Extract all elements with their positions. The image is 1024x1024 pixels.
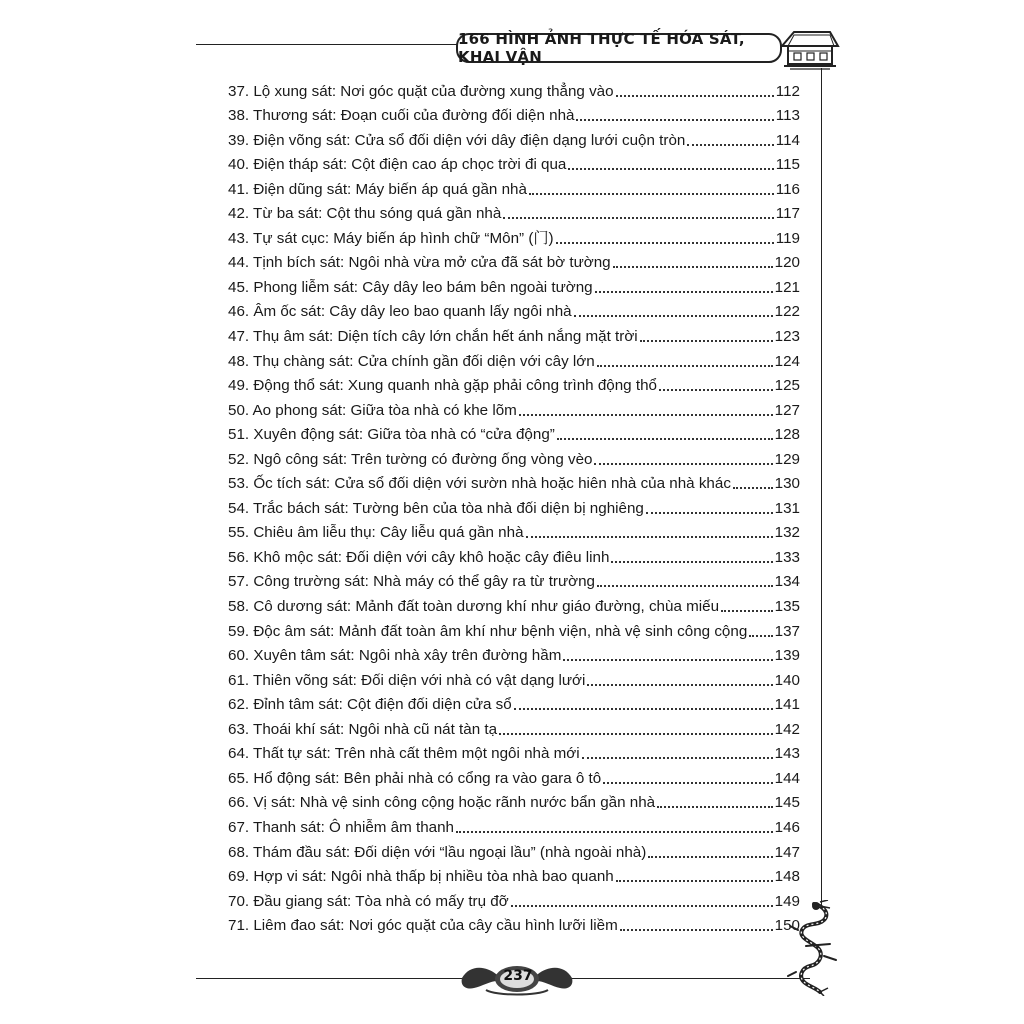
toc-entry <box>228 125 800 150</box>
toc-entry <box>228 911 800 936</box>
toc-entry-page: 113 <box>775 107 800 125</box>
toc-entry <box>228 101 800 126</box>
toc-leader-dots <box>595 291 773 293</box>
toc-entry-title: 61. Thiên võng sát: Đối diện với nhà có vật dạng lưới <box>228 671 586 689</box>
toc-entry-page: 141 <box>774 696 800 714</box>
toc-entry-title: 50. Ao phong sát: Giữa tòa nhà có khe lõm <box>228 401 517 419</box>
toc-entry-page: 135 <box>774 598 800 616</box>
toc-leader-dots <box>499 733 773 735</box>
toc-entry-title: 40. Điện tháp sát: Cột điện cao áp chọc trời đi qua <box>228 156 567 174</box>
toc-entry-title: 66. Vị sát: Nhà vệ sinh công cộng hoặc rãnh nước bẩn gần nhà <box>228 794 656 812</box>
toc-entry-title: 56. Khô mộc sát: Đối diện với cây khô hoặc cây điêu linh <box>228 548 610 566</box>
toc-entry-title: 45. Phong liễm sát: Cây dây leo bám bên ngoài tường <box>228 278 593 296</box>
toc-entry <box>228 616 800 641</box>
toc-entry-title: 62. Đỉnh tâm sát: Cột điện đối diện cửa sổ <box>228 696 512 714</box>
toc-entry-title: 37. Lộ xung sát: Nơi góc quặt của đường xung thẳng vào <box>228 82 614 100</box>
toc-entry-title: 47. Thụ âm sát: Diện tích cây lớn chắn hết ánh nắng mặt trời <box>228 328 638 346</box>
toc-entry-page: 129 <box>774 450 800 468</box>
toc-leader-dots <box>456 831 773 833</box>
toc-leader-dots <box>613 266 773 268</box>
toc-entry-page: 131 <box>774 499 800 517</box>
toc-entry <box>228 739 800 764</box>
toc-entry <box>228 591 800 616</box>
toc-entry-page: 149 <box>774 892 800 910</box>
toc-leader-dots <box>576 119 773 121</box>
toc-entry <box>228 321 800 346</box>
toc-entry-title: 41. Điện dũng sát: Máy biến áp quá gần nhà <box>228 180 527 198</box>
toc-entry <box>228 272 800 297</box>
toc-entry <box>228 76 800 101</box>
side-rule <box>821 68 822 908</box>
toc-entry-title: 39. Điện võng sát: Cửa sổ đối diện với dây điện dạng lưới cuộn tròn <box>228 131 686 149</box>
toc-entry-title: 53. Ốc tích sát: Cửa sổ đối diện với sườn nhà hoặc hiên nhà của nhà khác <box>228 475 731 493</box>
toc-entry-title: 68. Thám đầu sát: Đối diện với “lầu ngoại lầu” (nhà ngoài nhà) <box>228 843 647 861</box>
toc-leader-dots <box>659 389 773 391</box>
toc-entry-page: 120 <box>774 254 800 272</box>
toc-entry-title: 49. Động thổ sát: Xung quanh nhà gặp phải công trình động thổ <box>228 377 657 395</box>
toc-entry <box>228 493 800 518</box>
toc-entry <box>228 420 800 445</box>
toc-entry-page: 133 <box>774 548 800 566</box>
toc-entry-page: 150 <box>774 917 800 935</box>
toc-leader-dots <box>582 757 773 759</box>
toc-entry <box>228 346 800 371</box>
toc-entry-title: 48. Thụ chàng sát: Cửa chính gần đối diện với cây lớn <box>228 352 595 370</box>
toc-entry-page: 128 <box>774 426 800 444</box>
toc-entry <box>228 223 800 248</box>
toc-entry-title: 63. Thoái khí sát: Ngôi nhà cũ nát tàn tạ <box>228 720 498 738</box>
toc-leader-dots <box>646 512 773 514</box>
toc-entry-title: 57. Công trường sát: Nhà máy có thể gây ra từ trường <box>228 573 595 591</box>
toc-entry-page: 146 <box>774 818 800 836</box>
toc-entry-title: 46. Âm ốc sát: Cây dây leo bao quanh lấy ngôi nhà <box>228 303 572 321</box>
toc-entry <box>228 395 800 420</box>
toc-entry-page: 143 <box>774 745 800 763</box>
toc-leader-dots <box>556 242 774 244</box>
toc-entry-page: 112 <box>775 82 800 100</box>
toc-entry <box>228 542 800 567</box>
toc-entry-title: 70. Đầu giang sát: Tòa nhà có mấy trụ đỡ <box>228 892 509 910</box>
toc-leader-dots <box>657 806 773 808</box>
toc-entry-title: 55. Chiêu âm liễu thụ: Cây liễu quá gần nhà <box>228 524 524 542</box>
toc-leader-dots <box>648 856 772 858</box>
toc-leader-dots <box>514 708 773 710</box>
toc-leader-dots <box>563 659 772 661</box>
toc-entry <box>228 690 800 715</box>
toc-entry <box>228 886 800 911</box>
toc-entry-page: 139 <box>774 647 800 665</box>
toc-leader-dots <box>687 144 773 146</box>
header-banner <box>456 30 782 66</box>
toc-entry-title: 54. Trắc bách sát: Tường bên của tòa nhà đối diện bị nghiêng <box>228 499 644 517</box>
toc-entry-page: 119 <box>775 229 800 247</box>
header-rule <box>196 44 458 45</box>
toc-entry-title: 52. Ngô công sát: Trên tường có đường ống vòng vèo <box>228 450 593 468</box>
toc-entry-title: 65. Hổ động sát: Bên phải nhà có cổng ra vào gara ô tô <box>228 769 602 787</box>
toc-entry-page: 115 <box>775 156 800 174</box>
toc-leader-dots <box>503 217 773 219</box>
toc-entry-page: 130 <box>774 475 800 493</box>
toc-entry <box>228 297 800 322</box>
toc-entry-page: 142 <box>774 720 800 738</box>
toc-entry-page: 137 <box>774 622 800 640</box>
toc-entry-title: 58. Cô dương sát: Mảnh đất toàn dương khí như giáo đường, chùa miếu <box>228 598 720 616</box>
toc-entry-page: 124 <box>774 352 800 370</box>
toc-entry-page: 140 <box>774 671 800 689</box>
toc-entry <box>228 641 800 666</box>
toc-leader-dots <box>568 168 773 170</box>
toc-entry-title: 38. Thương sát: Đoạn cuối của đường đối diện nhà <box>228 107 575 125</box>
toc-leader-dots <box>640 340 773 342</box>
toc-leader-dots <box>597 585 773 587</box>
dragon-icon <box>784 900 842 996</box>
toc-leader-dots <box>529 193 774 195</box>
toc-entry <box>228 763 800 788</box>
toc-leader-dots <box>721 610 773 612</box>
toc-entry-page: 145 <box>774 794 800 812</box>
toc-leader-dots <box>620 929 773 931</box>
table-of-contents <box>228 76 800 935</box>
toc-entry-page: 144 <box>774 769 800 787</box>
toc-entry <box>228 518 800 543</box>
toc-entry-page: 147 <box>774 843 800 861</box>
toc-entry <box>228 469 800 494</box>
toc-entry <box>228 812 800 837</box>
toc-entry <box>228 199 800 224</box>
toc-leader-dots <box>749 635 772 637</box>
toc-leader-dots <box>616 880 773 882</box>
toc-entry-page: 122 <box>774 303 800 321</box>
toc-entry <box>228 248 800 273</box>
toc-entry-title: 59. Độc âm sát: Mảnh đất toàn âm khí như bệnh viện, nhà vệ sinh công cộng <box>228 622 748 640</box>
toc-leader-dots <box>616 95 774 97</box>
toc-leader-dots <box>594 463 772 465</box>
toc-leader-dots <box>526 536 773 538</box>
toc-leader-dots <box>597 365 773 367</box>
toc-leader-dots <box>611 561 772 563</box>
toc-entry <box>228 714 800 739</box>
toc-entry <box>228 174 800 199</box>
toc-leader-dots <box>587 684 772 686</box>
toc-entry-title: 42. Từ ba sát: Cột thu sóng quá gần nhà <box>228 205 502 223</box>
toc-entry-page: 134 <box>774 573 800 591</box>
toc-entry <box>228 567 800 592</box>
toc-entry <box>228 150 800 175</box>
toc-leader-dots <box>557 438 773 440</box>
toc-entry-title: 51. Xuyên động sát: Giữa tòa nhà có “cửa động” <box>228 426 555 444</box>
toc-entry <box>228 665 800 690</box>
toc-entry <box>228 862 800 887</box>
toc-leader-dots <box>733 487 773 489</box>
toc-entry-title: 64. Thất tự sát: Trên nhà cất thêm một ngôi nhà mới <box>228 745 580 763</box>
toc-entry-title: 43. Tự sát cục: Máy biến áp hình chữ “Môn” (门) <box>228 229 554 247</box>
toc-entry <box>228 371 800 396</box>
toc-entry-title: 67. Thanh sát: Ô nhiễm âm thanh <box>228 818 454 836</box>
house-icon <box>780 26 840 72</box>
toc-entry-title: 44. Tịnh bích sát: Ngôi nhà vừa mở cửa đã sát bờ tường <box>228 254 611 272</box>
toc-entry <box>228 444 800 469</box>
toc-entry-page: 114 <box>775 131 800 149</box>
toc-leader-dots <box>574 315 773 317</box>
toc-leader-dots <box>519 414 773 416</box>
toc-leader-dots <box>511 905 773 907</box>
toc-entry-title: 60. Xuyên tâm sát: Ngôi nhà xây trên đường hầm <box>228 647 562 665</box>
toc-entry-page: 125 <box>774 377 800 395</box>
toc-entry-page: 132 <box>774 524 800 542</box>
toc-leader-dots <box>603 782 772 784</box>
toc-entry-page: 117 <box>775 205 800 223</box>
toc-entry <box>228 788 800 813</box>
toc-entry <box>228 837 800 862</box>
toc-entry-page: 148 <box>774 868 800 886</box>
toc-entry-title: 69. Hợp vi sát: Ngôi nhà thấp bị nhiều tòa nhà bao quanh <box>228 868 614 886</box>
toc-entry-page: 121 <box>774 278 800 296</box>
running-header-title: 166 HÌNH ẢNH THỰC TẾ HÓA SÁT, KHAI VẬN <box>458 30 745 66</box>
toc-entry-page: 127 <box>774 401 800 419</box>
page-number: 237 <box>503 968 533 984</box>
toc-entry-page: 116 <box>775 180 800 198</box>
toc-entry-title: 71. Liêm đao sát: Nơi góc quặt của cây cầu hình lưỡi liềm <box>228 917 618 935</box>
toc-entry-page: 123 <box>774 328 800 346</box>
